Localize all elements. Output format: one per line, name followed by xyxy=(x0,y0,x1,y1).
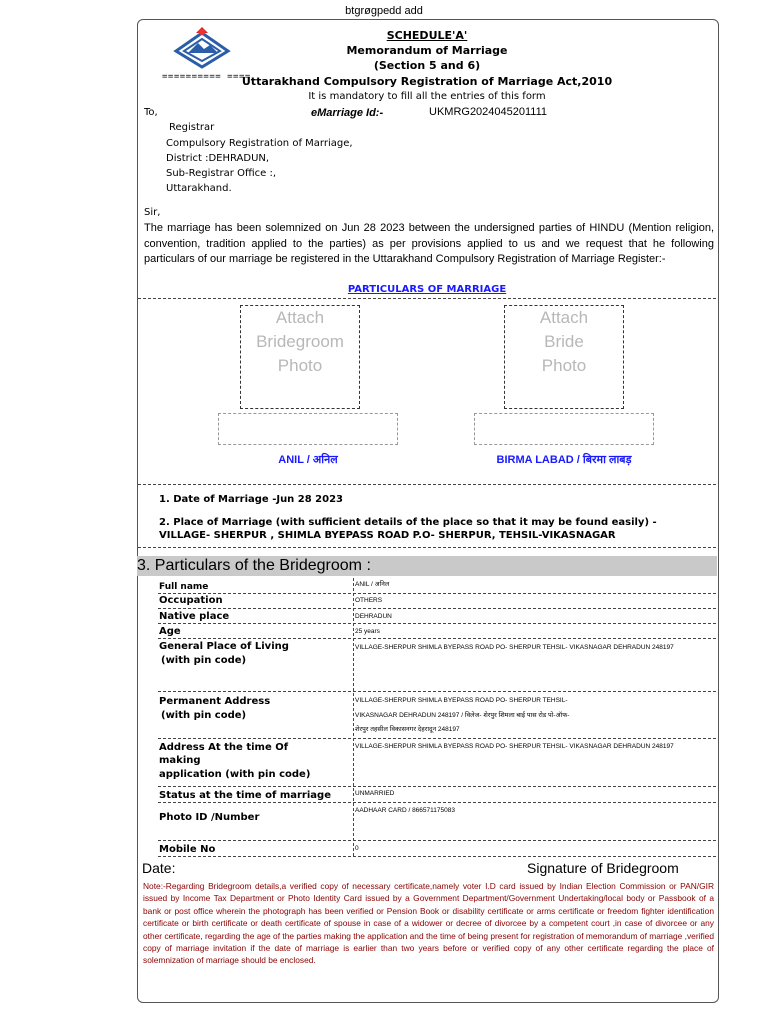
permanent-address-line: VIKASNAGAR DEHRADUN 248197 / विलेज- शेरपुर शिमला बाई पास रोड पो-ऑफ- xyxy=(355,712,570,719)
application-address-label: Address At the time Of xyxy=(159,742,289,753)
to-label: To, xyxy=(144,107,158,118)
groom-signature-box[interactable] xyxy=(218,413,398,445)
groom-photo-placeholder[interactable] xyxy=(240,305,360,409)
section3-header: 3. Particulars of the Bridegroom : xyxy=(137,556,717,576)
signature-label: Signature of Bridegroom xyxy=(527,860,679,876)
address-line: Registrar xyxy=(169,122,215,133)
application-address-label: making xyxy=(159,755,201,766)
application-address-label: application (with pin code) xyxy=(159,769,311,780)
address-line: Sub-Registrar Office :, xyxy=(166,168,276,179)
mandatory-note: It is mandatory to fill all the entries of this form xyxy=(308,91,546,102)
permanent-address-line: VILLAGE-SHERPUR SHIMLA BYEPASS ROAD PO- SHERPUR TEHSIL- xyxy=(355,697,568,704)
address-line: Uttarakhand. xyxy=(166,183,232,194)
column-divider xyxy=(353,578,354,856)
photo-text: Bridegroom xyxy=(256,332,344,351)
groom-name-label: ANIL / अनिल xyxy=(278,454,338,466)
address-line: Compulsory Registration of Marriage, xyxy=(166,138,353,149)
mobile-label: Mobile No xyxy=(159,844,216,855)
act-title: Uttarakhand Compulsory Registration of Marriage Act,2010 xyxy=(241,75,613,88)
emblem-caption: ========== ==== xyxy=(162,72,251,82)
native-place-label: Native place xyxy=(159,611,230,622)
photo-id-value: AADHAAR CARD / 866571175083 xyxy=(355,807,455,814)
photo-text: Photo xyxy=(277,356,323,375)
overlapped-header-text: btgrøgpedd add xyxy=(345,5,423,17)
row-divider xyxy=(158,840,716,841)
permanent-address-line: शेरपुर तहसील विकासनगर देहरादून 248197 xyxy=(355,726,460,733)
row-divider xyxy=(158,738,716,739)
age-label: Age xyxy=(159,626,181,637)
row-divider xyxy=(158,786,716,787)
photo-id-label: Photo ID /Number xyxy=(159,812,260,823)
place-of-marriage-label: 2. Place of Marriage (with sufficient details of the place so that it may be found easily) - xyxy=(159,517,657,528)
occupation-label: Occupation xyxy=(159,595,223,606)
row-divider xyxy=(158,691,716,692)
declaration-paragraph: The marriage has been solemnized on Jun 28 2023 between the undersigned parties of HINDU (Mention religion, convention, tradition applied to the parties) as per provisions applied to us and we request that he following particulars of our marriage be registered in the Uttarakhand Compulsory Registration of Marriage Register:- xyxy=(144,222,714,265)
age-value: 25 years xyxy=(355,628,380,635)
divider xyxy=(138,298,716,299)
row-divider xyxy=(158,593,716,594)
section-reference: (Section 5 and 6) xyxy=(373,59,481,72)
photo-text: Attach xyxy=(275,308,325,327)
application-address-value: VILLAGE-SHERPUR SHIMLA BYEPASS ROAD PO- SHERPUR TEHSIL- VIKASNAGAR DEHRADUN 248197 xyxy=(355,743,674,750)
native-place-value: DEHRADUN xyxy=(355,613,392,620)
marital-status-label: Status at the time of marriage xyxy=(159,790,331,801)
divider xyxy=(138,547,716,548)
row-divider xyxy=(158,623,716,624)
salutation: Sir, xyxy=(144,207,161,218)
occupation-value: OTHERS xyxy=(355,597,383,604)
particulars-title: PARTICULARS OF MARRIAGE xyxy=(347,284,507,295)
row-divider xyxy=(158,802,716,803)
address-line: District :DEHRADUN, xyxy=(166,153,270,164)
place-of-marriage-value: VILLAGE- SHERPUR , SHIMLA BYEPASS ROAD P.O- SHERPUR, TEHSIL-VIKASNAGAR xyxy=(159,530,616,541)
row-divider xyxy=(158,608,716,609)
mobile-value: 0 xyxy=(355,845,359,852)
form-title: Memorandum of Marriage xyxy=(346,44,508,57)
note-paragraph: Note:-Regarding Bridegroom details,a verified copy of necessary certificate,namely voter I.D card issued by Indian Election Commission or PAN/GIR issued by Income Tax Department or Photo Identity Card issued by a Government Department/Government Undertaking/local body or Passbook of a bank or post office wherein the photograph has been verified or Pension Book or disability certificate or arms certificate or freedom fighter identification certificate or birth certificate or death certificate of spouse in case of a widower or decree of divorcee by a competent court ,in case of divorcee or any other certificate, regarding the age of the parties making the application and the time of being present for registration of memorandum of marriage ,verified copy of marriage invitation if the date of marriage is earlier than two years before or verified copy of any other certificate regarding the place of solemnization of marriage should be enclosed. xyxy=(143,881,714,966)
permanent-address-label: Permanent Address xyxy=(159,696,271,707)
row-divider xyxy=(158,856,716,857)
date-label: Date: xyxy=(142,860,176,876)
emarriage-id-label: eMarriage Id:- xyxy=(311,107,384,119)
bride-signature-box[interactable] xyxy=(474,413,654,445)
photo-text: Bride xyxy=(544,332,584,351)
permanent-address-pin-label: (with pin code) xyxy=(161,710,247,721)
marital-status-value: UNMARRIED xyxy=(355,790,395,797)
row-divider xyxy=(158,638,716,639)
emarriage-id-value: UKMRG2024045201111 xyxy=(429,106,548,118)
date-of-marriage: 1. Date of Marriage -Jun 28 2023 xyxy=(159,494,344,505)
full-name-label: Full name xyxy=(159,582,209,592)
schedule-label: SCHEDULE'A' xyxy=(386,29,468,42)
divider xyxy=(138,484,716,485)
bride-photo-placeholder[interactable] xyxy=(504,305,624,409)
general-place-pin-label: (with pin code) xyxy=(161,655,247,666)
full-name-value: ANIL / अनिल xyxy=(355,581,390,588)
general-place-label: General Place of Living xyxy=(159,641,289,652)
general-place-value: VILLAGE-SHERPUR SHIMLA BYEPASS ROAD PO- SHERPUR TEHSIL- VIKASNAGAR DEHRADUN 248197 xyxy=(355,644,674,651)
bride-name-label: BIRMA LABAD / बिरमा लाबड़ xyxy=(496,454,632,466)
photo-text: Attach xyxy=(539,308,589,327)
photo-text: Photo xyxy=(541,356,587,375)
